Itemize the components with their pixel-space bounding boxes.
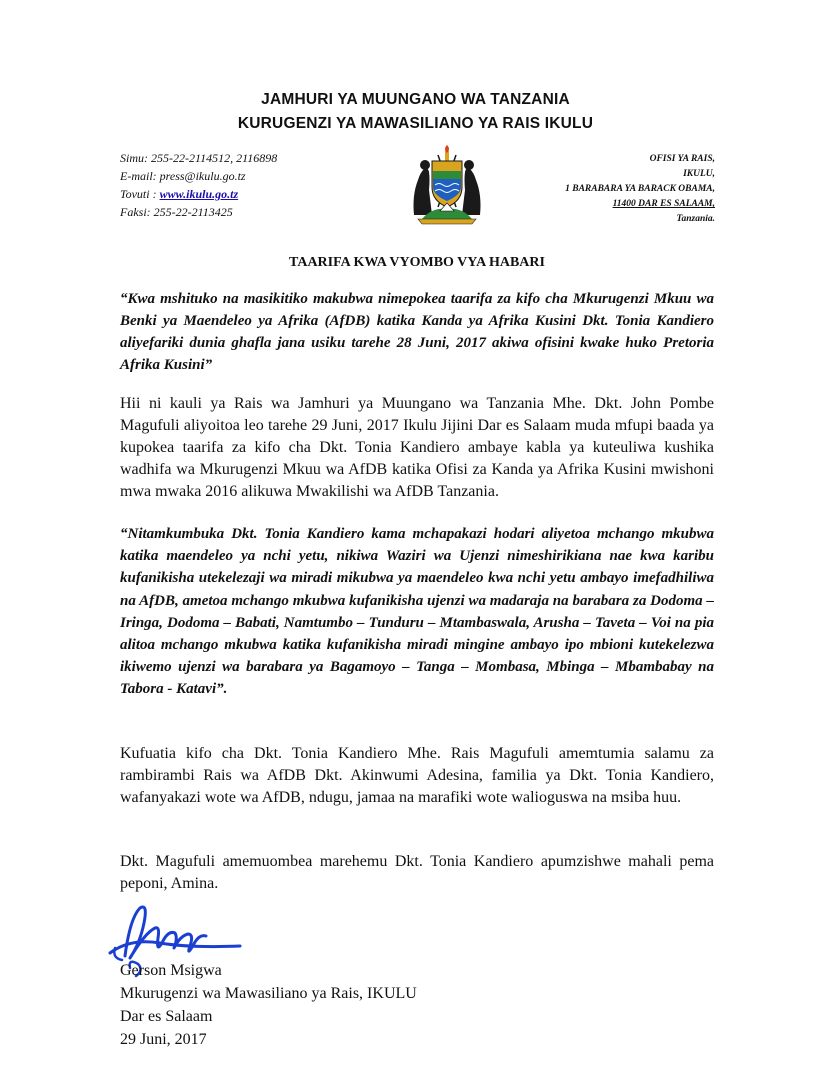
email-line: E-mail: press@ikulu.go.tz	[120, 169, 246, 183]
website-link[interactable]: www.ikulu.go.tz	[159, 187, 239, 201]
fax-line: Faksi: 255-22-2113425	[120, 205, 233, 219]
address-line-5: Tanzania.	[676, 214, 715, 224]
paragraph-2: Kufuatia kifo cha Dkt. Tonia Kandiero Mhe. Rais Magufuli amemtumia salamu za rambirambi Rais wa AfDB Dkt. Akinwumi Adesina, familia ya Dkt. Tonia Kandiero, wafanyakazi wote wa AfDB, ndugu, jamaa na marafiki wote walioguswa na msiba huu.	[120, 745, 714, 806]
contact-left-block	[120, 149, 277, 221]
tanzania-coat-of-arms-icon	[402, 145, 492, 225]
signatory-role: Mkurugenzi wa Mawasiliano ya Rais, IKULU	[120, 985, 417, 1002]
header-line-2: KURUGENZI YA MAWASILIANO YA RAIS IKULU	[237, 115, 594, 132]
signature-block	[120, 959, 417, 1051]
website-label: Tovuti :	[120, 187, 160, 201]
signatory-name: Gerson Msigwa	[120, 962, 222, 979]
phone-line: Simu: 255-22-2114512, 2116898	[120, 151, 278, 165]
contact-right-block	[565, 152, 715, 227]
paragraph-3: Dkt. Magufuli amemuombea marehemu Dkt. Tonia Kandiero apumzishwe mahali pema peponi, Amina.	[120, 853, 714, 892]
header-line-1: JAMHURI YA MUUNGANO WA TANZANIA	[261, 91, 570, 108]
address-line-3: 1 BARABARA YA BARACK OBAMA,	[565, 184, 715, 194]
website-line	[120, 185, 277, 203]
signatory-place: Dar es Salaam	[120, 1008, 213, 1025]
president-quote: “Nitamkumbuka Dkt. Tonia Kandiero kama mchapakazi hodari aliyetoa mchango mkubwa katika maendeleo ya nchi yetu, nikiwa Waziri wa Ujenzi nimeshirikiana nae kwa karibu kufanikisha utekelezaji wa miradi mikubwa ya maendeleo kwa nchi yetu ambayo imefadhiliwa na AfDB, ametoa mchango mkubwa kufanikisha ujenzi wa madaraja na barabara za Dodoma – Iringa, Dodoma – Babati, Namtumbo – Tunduru – Mtambaswala, Arusha – Taveta – Voi na pia alitoa mchango mkubwa katika kufanikisha miradi mingine ambayo ipo mbioni kutekelezwa ikiwemo ujenzi wa barabara ya Bagamoyo – Tanga – Mombasa, Mbinga – Mbambabay na Tabora - Katavi”.	[120, 526, 714, 698]
address-line-2: IKULU,	[683, 169, 715, 179]
address-line-4: 11400 DAR ES SALAAM,	[612, 199, 715, 209]
address-line-1: OFISI YA RAIS,	[649, 154, 715, 164]
opening-quote: “Kwa mshituko na masikitiko makubwa nimepokea taarifa za kifo cha Mkurugenzi Mkuu wa Benki ya Maendeleo ya Afrika (AfDB) katika Kanda ya Afrika Kusini Dkt. Tonia Kandiero aliyefariki dunia ghafla jana usiku tarehe 28 Juni, 2017 akiwa ofisini kwake huko Pretoria Afrika Kusini”	[120, 291, 714, 373]
document-title: TAARIFA KWA VYOMBO VYA HABARI	[289, 255, 545, 270]
signatory-date: 29 Juni, 2017	[120, 1031, 207, 1048]
paragraph-1: Hii ni kauli ya Rais wa Jamhuri ya Muungano wa Tanzania Mhe. Dkt. John Pombe Magufuli aliyoitoa leo tarehe 29 Juni, 2017 Ikulu Jijini Dar es Salaam muda mfupi baada ya kupokea taarifa za kifo cha Dkt. Tonia Kandiero ambaye kabla ya kuteuliwa kushika wadhifa wa Mkurugenzi Mkuu wa AfDB katika Ofisi za Kanda ya Afrika Kusini mwishoni mwa mwaka 2016 alikuwa Mwakilishi wa AfDB Tanzania.	[120, 395, 714, 500]
letterhead	[0, 88, 831, 136]
